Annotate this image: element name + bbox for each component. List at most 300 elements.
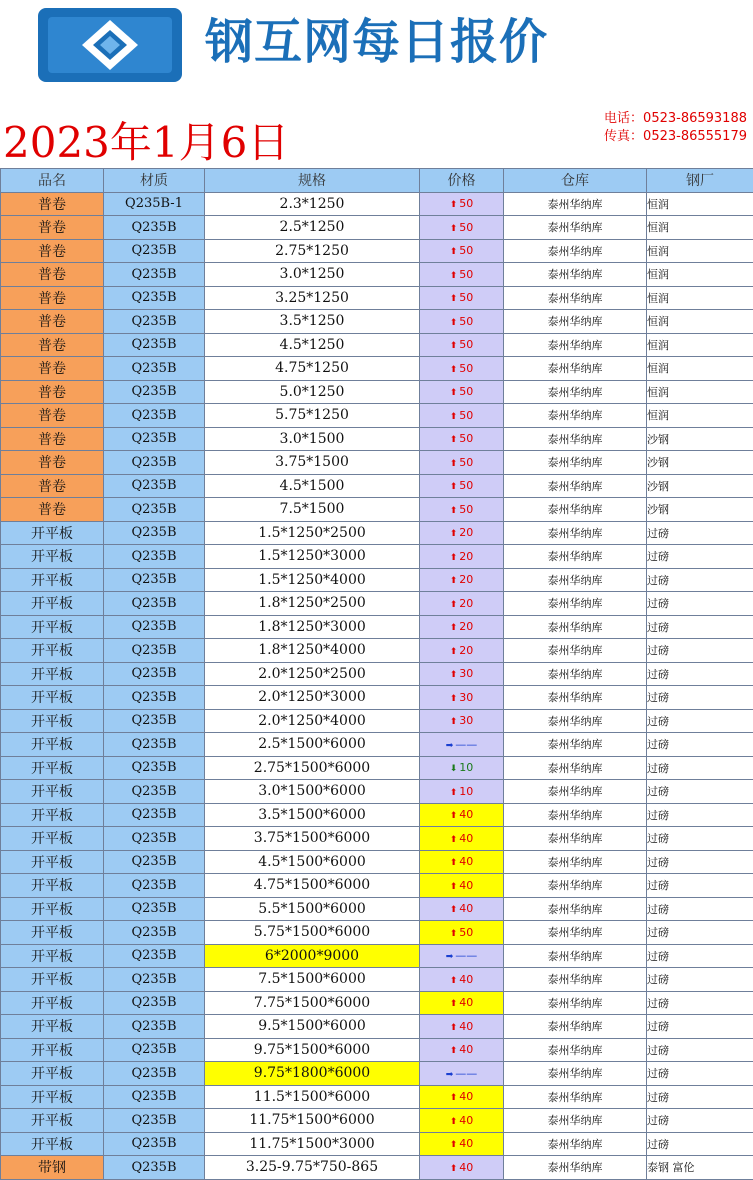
price-change-value: 40 bbox=[459, 1020, 473, 1033]
warehouse-cell: 泰州华纳库 bbox=[504, 192, 647, 216]
steel-mill-cell: 恒润 bbox=[647, 263, 753, 287]
steel-mill-cell: 泰钢 富伦 bbox=[647, 1156, 753, 1180]
table-row bbox=[1, 709, 753, 733]
product-name-cell: 开平板 bbox=[1, 944, 104, 968]
spec-cell: 3.0*1250 bbox=[205, 263, 420, 287]
warehouse-cell: 泰州华纳库 bbox=[504, 639, 647, 663]
price-up-arrow-icon: ⬆ bbox=[450, 388, 458, 398]
price-up-arrow-icon: ⬆ bbox=[450, 835, 458, 845]
steel-mill-cell: 过磅 bbox=[647, 545, 753, 569]
table-row bbox=[1, 780, 753, 804]
warehouse-cell: 泰州华纳库 bbox=[504, 686, 647, 710]
steel-mill-cell: 恒润 bbox=[647, 192, 753, 216]
steel-mill-cell: 恒润 bbox=[647, 404, 753, 428]
steel-mill-cell: 过磅 bbox=[647, 733, 753, 757]
product-name-cell: 开平板 bbox=[1, 639, 104, 663]
price-change-value: 40 bbox=[459, 1090, 473, 1103]
price-change-value: 40 bbox=[459, 1114, 473, 1127]
product-name-cell: 开平板 bbox=[1, 1109, 104, 1133]
warehouse-cell: 泰州华纳库 bbox=[504, 991, 647, 1015]
price-change-value: 50 bbox=[459, 385, 473, 398]
steel-mill-cell: 恒润 bbox=[647, 333, 753, 357]
price-up-arrow-icon: ⬆ bbox=[450, 294, 458, 304]
price-up-arrow-icon: ⬆ bbox=[450, 929, 458, 939]
warehouse-cell: 泰州华纳库 bbox=[504, 827, 647, 851]
price-change-value: 50 bbox=[459, 197, 473, 210]
price-up-arrow-icon: ⬆ bbox=[450, 318, 458, 328]
spec-cell: 7.75*1500*6000 bbox=[205, 991, 420, 1015]
material-cell: Q235B bbox=[104, 568, 205, 592]
price-change-value: 20 bbox=[459, 573, 473, 586]
steel-mill-cell: 过磅 bbox=[647, 897, 753, 921]
price-up-arrow-icon: ⬆ bbox=[450, 1023, 458, 1033]
steel-mill-cell: 过磅 bbox=[647, 662, 753, 686]
steel-mill-cell: 过磅 bbox=[647, 1015, 753, 1039]
product-name-cell: 普卷 bbox=[1, 310, 104, 334]
spec-cell: 11.75*1500*3000 bbox=[205, 1132, 420, 1156]
material-cell: Q235B bbox=[104, 1038, 205, 1062]
spec-cell: 3.0*1500*6000 bbox=[205, 780, 420, 804]
steel-mill-cell: 过磅 bbox=[647, 827, 753, 851]
material-cell: Q235B bbox=[104, 239, 205, 263]
product-name-cell: 普卷 bbox=[1, 451, 104, 475]
product-name-cell: 普卷 bbox=[1, 216, 104, 240]
column-header-spec: 规格 bbox=[205, 169, 420, 193]
table-row bbox=[1, 263, 753, 287]
steel-mill-cell: 过磅 bbox=[647, 803, 753, 827]
table-row bbox=[1, 357, 753, 381]
price-change-value: 50 bbox=[459, 244, 473, 257]
spec-cell: 3.25*1250 bbox=[205, 286, 420, 310]
spec-cell: 4.5*1500 bbox=[205, 474, 420, 498]
material-cell: Q235B bbox=[104, 897, 205, 921]
table-row bbox=[1, 1015, 753, 1039]
spec-cell: 4.5*1500*6000 bbox=[205, 850, 420, 874]
price-up-arrow-icon: ⬆ bbox=[450, 623, 458, 633]
warehouse-cell: 泰州华纳库 bbox=[504, 239, 647, 263]
table-row bbox=[1, 545, 753, 569]
product-name-cell: 开平板 bbox=[1, 756, 104, 780]
material-cell: Q235B bbox=[104, 1015, 205, 1039]
price-flat-arrow-icon: ➡ bbox=[446, 1070, 454, 1080]
steel-mill-cell: 恒润 bbox=[647, 380, 753, 404]
price-change-value: —— bbox=[455, 738, 477, 751]
price-rows bbox=[1, 192, 753, 1179]
material-cell: Q235B bbox=[104, 615, 205, 639]
price-up-arrow-icon: ⬆ bbox=[450, 788, 458, 798]
steel-mill-cell: 恒润 bbox=[647, 310, 753, 334]
product-name-cell: 普卷 bbox=[1, 474, 104, 498]
price-change-value: 40 bbox=[459, 1043, 473, 1056]
price-change-cell bbox=[420, 192, 504, 216]
table-row bbox=[1, 521, 753, 545]
warehouse-cell: 泰州华纳库 bbox=[504, 216, 647, 240]
product-name-cell: 开平板 bbox=[1, 592, 104, 616]
price-change-cell bbox=[420, 1015, 504, 1039]
price-change-cell bbox=[420, 897, 504, 921]
price-change-value: 30 bbox=[459, 714, 473, 727]
steel-mill-cell: 沙钢 bbox=[647, 451, 753, 475]
material-cell: Q235B bbox=[104, 404, 205, 428]
table-header-row bbox=[1, 169, 753, 193]
table-row bbox=[1, 944, 753, 968]
material-cell: Q235B bbox=[104, 427, 205, 451]
price-change-cell bbox=[420, 944, 504, 968]
price-change-cell bbox=[420, 803, 504, 827]
price-change-value: 50 bbox=[459, 926, 473, 939]
price-change-cell bbox=[420, 991, 504, 1015]
table-row bbox=[1, 1109, 753, 1133]
product-name-cell: 普卷 bbox=[1, 498, 104, 522]
price-up-arrow-icon: ⬆ bbox=[450, 271, 458, 281]
price-up-arrow-icon: ⬆ bbox=[450, 1117, 458, 1127]
warehouse-cell: 泰州华纳库 bbox=[504, 1085, 647, 1109]
material-cell: Q235B bbox=[104, 545, 205, 569]
material-cell: Q235B bbox=[104, 780, 205, 804]
warehouse-cell: 泰州华纳库 bbox=[504, 545, 647, 569]
warehouse-cell: 泰州华纳库 bbox=[504, 733, 647, 757]
warehouse-cell: 泰州华纳库 bbox=[504, 404, 647, 428]
table-row bbox=[1, 239, 753, 263]
column-header-material: 材质 bbox=[104, 169, 205, 193]
product-name-cell: 开平板 bbox=[1, 850, 104, 874]
spec-cell: 4.75*1250 bbox=[205, 357, 420, 381]
product-name-cell: 开平板 bbox=[1, 803, 104, 827]
price-up-arrow-icon: ⬆ bbox=[450, 435, 458, 445]
price-change-value: 40 bbox=[459, 1137, 473, 1150]
price-change-value: 40 bbox=[459, 1161, 473, 1174]
price-change-value: 50 bbox=[459, 503, 473, 516]
table-row bbox=[1, 216, 753, 240]
warehouse-cell: 泰州华纳库 bbox=[504, 756, 647, 780]
price-change-cell bbox=[420, 404, 504, 428]
price-change-cell bbox=[420, 1156, 504, 1180]
table-row bbox=[1, 474, 753, 498]
price-change-value: 10 bbox=[459, 761, 473, 774]
price-change-value: 50 bbox=[459, 479, 473, 492]
warehouse-cell: 泰州华纳库 bbox=[504, 521, 647, 545]
price-up-arrow-icon: ⬆ bbox=[450, 1093, 458, 1103]
price-table bbox=[0, 168, 753, 1180]
price-change-value: 20 bbox=[459, 644, 473, 657]
steel-mill-cell: 沙钢 bbox=[647, 427, 753, 451]
spec-cell: 9.75*1500*6000 bbox=[205, 1038, 420, 1062]
price-change-value: 50 bbox=[459, 432, 473, 445]
price-change-value: 20 bbox=[459, 597, 473, 610]
product-name-cell: 普卷 bbox=[1, 380, 104, 404]
steel-mill-cell: 过磅 bbox=[647, 1062, 753, 1086]
spec-cell: 3.0*1500 bbox=[205, 427, 420, 451]
price-change-cell bbox=[420, 733, 504, 757]
table-row bbox=[1, 733, 753, 757]
price-change-value: 50 bbox=[459, 456, 473, 469]
warehouse-cell: 泰州华纳库 bbox=[504, 944, 647, 968]
price-change-value: 10 bbox=[459, 785, 473, 798]
price-change-value: 40 bbox=[459, 973, 473, 986]
spec-cell: 2.3*1250 bbox=[205, 192, 420, 216]
spec-cell: 4.75*1500*6000 bbox=[205, 874, 420, 898]
warehouse-cell: 泰州华纳库 bbox=[504, 498, 647, 522]
price-up-arrow-icon: ⬆ bbox=[450, 412, 458, 422]
warehouse-cell: 泰州华纳库 bbox=[504, 310, 647, 334]
price-up-arrow-icon: ⬆ bbox=[450, 506, 458, 516]
warehouse-cell: 泰州华纳库 bbox=[504, 1156, 647, 1180]
warehouse-cell: 泰州华纳库 bbox=[504, 897, 647, 921]
price-change-cell bbox=[420, 498, 504, 522]
table-row bbox=[1, 897, 753, 921]
table-row bbox=[1, 991, 753, 1015]
price-up-arrow-icon: ⬆ bbox=[450, 882, 458, 892]
material-cell: Q235B bbox=[104, 686, 205, 710]
price-up-arrow-icon: ⬆ bbox=[450, 858, 458, 868]
product-name-cell: 普卷 bbox=[1, 427, 104, 451]
product-name-cell: 开平板 bbox=[1, 545, 104, 569]
table-row bbox=[1, 874, 753, 898]
steel-mill-cell: 过磅 bbox=[647, 709, 753, 733]
product-name-cell: 普卷 bbox=[1, 239, 104, 263]
spec-cell: 1.8*1250*2500 bbox=[205, 592, 420, 616]
material-cell: Q235B bbox=[104, 1085, 205, 1109]
price-up-arrow-icon: ⬆ bbox=[450, 694, 458, 704]
table-row bbox=[1, 1038, 753, 1062]
spec-cell: 5.75*1500*6000 bbox=[205, 921, 420, 945]
spec-cell: 2.0*1250*4000 bbox=[205, 709, 420, 733]
warehouse-cell: 泰州华纳库 bbox=[504, 921, 647, 945]
product-name-cell: 开平板 bbox=[1, 709, 104, 733]
product-name-cell: 开平板 bbox=[1, 897, 104, 921]
table-row bbox=[1, 310, 753, 334]
price-up-arrow-icon: ⬆ bbox=[450, 1140, 458, 1150]
warehouse-cell: 泰州华纳库 bbox=[504, 968, 647, 992]
steel-mill-cell: 过磅 bbox=[647, 639, 753, 663]
spec-cell: 11.75*1500*6000 bbox=[205, 1109, 420, 1133]
warehouse-cell: 泰州华纳库 bbox=[504, 1132, 647, 1156]
product-name-cell: 开平板 bbox=[1, 968, 104, 992]
spec-cell: 1.5*1250*2500 bbox=[205, 521, 420, 545]
steel-mill-cell: 过磅 bbox=[647, 968, 753, 992]
steel-mill-cell: 恒润 bbox=[647, 216, 753, 240]
product-name-cell: 开平板 bbox=[1, 662, 104, 686]
price-change-cell bbox=[420, 357, 504, 381]
steel-mill-cell: 恒润 bbox=[647, 286, 753, 310]
product-name-cell: 开平板 bbox=[1, 921, 104, 945]
price-change-cell bbox=[420, 474, 504, 498]
material-cell: Q235B bbox=[104, 1062, 205, 1086]
steel-mill-cell: 沙钢 bbox=[647, 474, 753, 498]
steel-mill-cell: 恒润 bbox=[647, 357, 753, 381]
price-up-arrow-icon: ⬆ bbox=[450, 811, 458, 821]
table-row bbox=[1, 380, 753, 404]
table-row bbox=[1, 1132, 753, 1156]
fax-number: 传真：0523-86555179 bbox=[604, 128, 747, 146]
material-cell: Q235B bbox=[104, 803, 205, 827]
table-row bbox=[1, 592, 753, 616]
table-row bbox=[1, 286, 753, 310]
steel-mill-cell: 过磅 bbox=[647, 991, 753, 1015]
product-name-cell: 开平板 bbox=[1, 1038, 104, 1062]
product-name-cell: 开平板 bbox=[1, 1062, 104, 1086]
material-cell: Q235B bbox=[104, 921, 205, 945]
price-change-cell bbox=[420, 686, 504, 710]
warehouse-cell: 泰州华纳库 bbox=[504, 1015, 647, 1039]
price-up-arrow-icon: ⬆ bbox=[450, 459, 458, 469]
table-row bbox=[1, 404, 753, 428]
material-cell: Q235B bbox=[104, 451, 205, 475]
price-change-cell bbox=[420, 427, 504, 451]
material-cell: Q235B bbox=[104, 286, 205, 310]
spec-cell: 3.5*1500*6000 bbox=[205, 803, 420, 827]
product-name-cell: 开平板 bbox=[1, 827, 104, 851]
steel-mill-cell: 过磅 bbox=[647, 1038, 753, 1062]
material-cell: Q235B bbox=[104, 827, 205, 851]
material-cell: Q235B bbox=[104, 310, 205, 334]
warehouse-cell: 泰州华纳库 bbox=[504, 380, 647, 404]
material-cell: Q235B bbox=[104, 1132, 205, 1156]
spec-cell: 11.5*1500*6000 bbox=[205, 1085, 420, 1109]
price-up-arrow-icon: ⬆ bbox=[450, 976, 458, 986]
price-change-cell bbox=[420, 286, 504, 310]
spec-cell: 3.75*1500 bbox=[205, 451, 420, 475]
material-cell: Q235B bbox=[104, 474, 205, 498]
price-change-value: 50 bbox=[459, 362, 473, 375]
price-change-cell bbox=[420, 756, 504, 780]
steel-mill-cell: 恒润 bbox=[647, 239, 753, 263]
material-cell: Q235B bbox=[104, 968, 205, 992]
steel-mill-cell: 过磅 bbox=[647, 921, 753, 945]
price-change-cell bbox=[420, 380, 504, 404]
price-up-arrow-icon: ⬆ bbox=[450, 529, 458, 539]
price-change-cell bbox=[420, 1062, 504, 1086]
price-change-value: 50 bbox=[459, 409, 473, 422]
price-change-value: 50 bbox=[459, 315, 473, 328]
steel-mill-cell: 过磅 bbox=[647, 1085, 753, 1109]
price-change-cell bbox=[420, 1109, 504, 1133]
warehouse-cell: 泰州华纳库 bbox=[504, 263, 647, 287]
material-cell: Q235B bbox=[104, 498, 205, 522]
table-row bbox=[1, 686, 753, 710]
price-change-value: 40 bbox=[459, 902, 473, 915]
table-row bbox=[1, 427, 753, 451]
price-change-cell bbox=[420, 615, 504, 639]
material-cell: Q235B bbox=[104, 521, 205, 545]
price-change-value: 50 bbox=[459, 221, 473, 234]
price-up-arrow-icon: ⬆ bbox=[450, 200, 458, 210]
product-name-cell: 普卷 bbox=[1, 404, 104, 428]
table-row bbox=[1, 850, 753, 874]
warehouse-cell: 泰州华纳库 bbox=[504, 1109, 647, 1133]
product-name-cell: 普卷 bbox=[1, 192, 104, 216]
table-row bbox=[1, 498, 753, 522]
product-name-cell: 普卷 bbox=[1, 357, 104, 381]
product-name-cell: 开平板 bbox=[1, 991, 104, 1015]
warehouse-cell: 泰州华纳库 bbox=[504, 568, 647, 592]
product-name-cell: 开平板 bbox=[1, 521, 104, 545]
product-name-cell: 开平板 bbox=[1, 686, 104, 710]
price-up-arrow-icon: ⬆ bbox=[450, 600, 458, 610]
material-cell: Q235B bbox=[104, 592, 205, 616]
price-change-value: 20 bbox=[459, 620, 473, 633]
price-change-value: 40 bbox=[459, 832, 473, 845]
table-row bbox=[1, 921, 753, 945]
warehouse-cell: 泰州华纳库 bbox=[504, 780, 647, 804]
table-row bbox=[1, 1156, 753, 1180]
price-change-cell bbox=[420, 709, 504, 733]
price-change-value: 50 bbox=[459, 291, 473, 304]
material-cell: Q235B bbox=[104, 1156, 205, 1180]
spec-cell: 9.75*1800*6000 bbox=[205, 1062, 420, 1086]
table-row bbox=[1, 615, 753, 639]
spec-cell: 2.0*1250*2500 bbox=[205, 662, 420, 686]
price-change-value: 40 bbox=[459, 879, 473, 892]
price-change-cell bbox=[420, 1038, 504, 1062]
steel-mill-cell: 过磅 bbox=[647, 568, 753, 592]
product-name-cell: 普卷 bbox=[1, 286, 104, 310]
warehouse-cell: 泰州华纳库 bbox=[504, 427, 647, 451]
product-name-cell: 开平板 bbox=[1, 568, 104, 592]
price-change-cell bbox=[420, 827, 504, 851]
price-change-value: 40 bbox=[459, 855, 473, 868]
price-change-value: —— bbox=[455, 949, 477, 962]
warehouse-cell: 泰州华纳库 bbox=[504, 803, 647, 827]
material-cell: Q235B bbox=[104, 333, 205, 357]
steel-mill-cell: 过磅 bbox=[647, 944, 753, 968]
material-cell: Q235B bbox=[104, 263, 205, 287]
price-flat-arrow-icon: ➡ bbox=[446, 952, 454, 962]
price-change-cell bbox=[420, 850, 504, 874]
price-down-arrow-icon: ⬇ bbox=[450, 764, 458, 774]
price-change-cell bbox=[420, 639, 504, 663]
material-cell: Q235B bbox=[104, 639, 205, 663]
spec-cell: 1.8*1250*4000 bbox=[205, 639, 420, 663]
price-change-cell bbox=[420, 451, 504, 475]
spec-cell: 5.5*1500*6000 bbox=[205, 897, 420, 921]
spec-cell: 3.75*1500*6000 bbox=[205, 827, 420, 851]
product-name-cell: 开平板 bbox=[1, 1085, 104, 1109]
material-cell: Q235B bbox=[104, 380, 205, 404]
table-row bbox=[1, 968, 753, 992]
warehouse-cell: 泰州华纳库 bbox=[504, 874, 647, 898]
price-up-arrow-icon: ⬆ bbox=[450, 341, 458, 351]
table-row bbox=[1, 662, 753, 686]
table-row bbox=[1, 639, 753, 663]
material-cell: Q235B bbox=[104, 662, 205, 686]
material-cell: Q235B bbox=[104, 944, 205, 968]
spec-cell: 7.5*1500 bbox=[205, 498, 420, 522]
spec-cell: 1.8*1250*3000 bbox=[205, 615, 420, 639]
product-name-cell: 开平板 bbox=[1, 1132, 104, 1156]
price-change-cell bbox=[420, 216, 504, 240]
table-row bbox=[1, 451, 753, 475]
brand-title: 钢互网每日报价 bbox=[205, 10, 548, 74]
table-row bbox=[1, 192, 753, 216]
product-name-cell: 开平板 bbox=[1, 780, 104, 804]
price-up-arrow-icon: ⬆ bbox=[450, 999, 458, 1009]
spec-cell: 1.5*1250*3000 bbox=[205, 545, 420, 569]
spec-cell: 1.5*1250*4000 bbox=[205, 568, 420, 592]
spec-cell: 5.75*1250 bbox=[205, 404, 420, 428]
price-up-arrow-icon: ⬆ bbox=[450, 247, 458, 257]
warehouse-cell: 泰州华纳库 bbox=[504, 357, 647, 381]
warehouse-cell: 泰州华纳库 bbox=[504, 1062, 647, 1086]
material-cell: Q235B bbox=[104, 874, 205, 898]
table-row bbox=[1, 803, 753, 827]
spec-cell: 9.5*1500*6000 bbox=[205, 1015, 420, 1039]
product-name-cell: 普卷 bbox=[1, 333, 104, 357]
spec-cell: 3.25-9.75*750-865 bbox=[205, 1156, 420, 1180]
product-name-cell: 带钢 bbox=[1, 1156, 104, 1180]
warehouse-cell: 泰州华纳库 bbox=[504, 615, 647, 639]
price-change-value: 40 bbox=[459, 808, 473, 821]
